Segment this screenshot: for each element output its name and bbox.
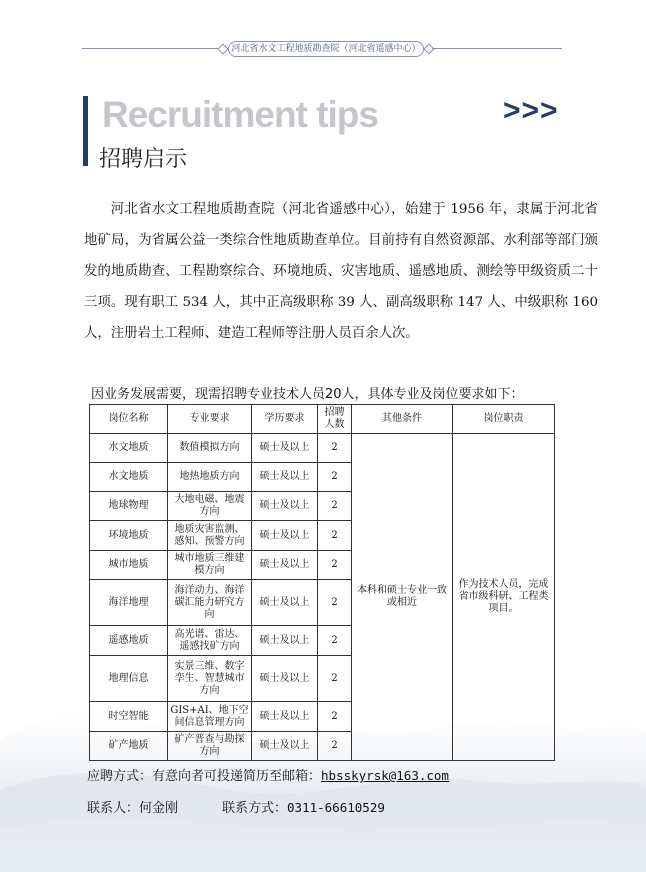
contact-info bbox=[87, 797, 385, 816]
cell-duty: 作为技术人员，完成省市级科研、工程类项目。 bbox=[453, 434, 555, 761]
cell-education: 硕士及以上 bbox=[252, 434, 318, 463]
header-diamond-right bbox=[423, 43, 434, 54]
cell-education: 硕士及以上 bbox=[252, 702, 318, 732]
header-education: 学历要求 bbox=[252, 405, 318, 434]
cell-other-conditions: 本科和硕士专业一致或相近 bbox=[352, 434, 453, 761]
cell-count: 2 bbox=[318, 463, 352, 492]
intro-paragraph: 河北省水文工程地质勘查院（河北省遥感中心），始建于 1956 年，隶属于河北省地矿局，为省属公益一类综合性地质勘查单位。目前持有自然资源部、水利部等部门颁发的地质勘查、工程勘察综合、环境地质、灾害地质、遥感地质、测绘等甲级资质二十三项。现有职工 534 人，其中正高级职称 39 人、副高级职称 147 人、中级职称 160 人，注册岩土工程师、建造工程师等注册人员百余人次。 bbox=[84, 202, 598, 341]
header-rule-left bbox=[82, 48, 222, 49]
cell-major: 地质灾害监测、感知、预警方向 bbox=[168, 521, 252, 551]
cell-education: 硕士及以上 bbox=[252, 492, 318, 521]
cell-post: 水文地质 bbox=[90, 463, 168, 492]
cell-education: 硕士及以上 bbox=[252, 463, 318, 492]
cell-major: 实景三维、数字孪生、智慧城市方向 bbox=[168, 656, 252, 702]
cell-post: 地理信息 bbox=[90, 656, 168, 702]
cell-count: 2 bbox=[318, 702, 352, 732]
cell-education: 硕士及以上 bbox=[252, 732, 318, 761]
cell-education: 硕士及以上 bbox=[252, 551, 318, 580]
header-rule-right bbox=[432, 48, 562, 49]
application-method bbox=[87, 765, 449, 784]
contact-person: 联系人：何金刚 bbox=[87, 801, 179, 816]
header-duty: 岗位职责 bbox=[453, 405, 555, 434]
cell-post: 遥感地质 bbox=[90, 626, 168, 656]
header-banner bbox=[82, 40, 562, 58]
cell-education: 硕士及以上 bbox=[252, 580, 318, 626]
cell-count: 2 bbox=[318, 656, 352, 702]
header-other: 其他条件 bbox=[352, 405, 453, 434]
positions-table bbox=[89, 404, 555, 761]
english-title: Recruitment tips bbox=[102, 94, 378, 135]
header-major: 专业要求 bbox=[168, 405, 252, 434]
cell-post: 城市地质 bbox=[90, 551, 168, 580]
cell-count: 2 bbox=[318, 580, 352, 626]
chinese-title: 招聘启示 bbox=[99, 147, 188, 172]
phone-label: 联系方式： bbox=[222, 801, 288, 816]
cell-education: 硕士及以上 bbox=[252, 521, 318, 551]
header-post: 岗位名称 bbox=[90, 405, 168, 434]
cell-education: 硕士及以上 bbox=[252, 626, 318, 656]
cell-major: 高光谱、雷达、遥感找矿方向 bbox=[168, 626, 252, 656]
cell-post: 矿产地质 bbox=[90, 732, 168, 761]
title-arrows: >>> bbox=[503, 94, 559, 127]
cell-count: 2 bbox=[318, 626, 352, 656]
cell-post: 时空智能 bbox=[90, 702, 168, 732]
phone-number: 0311-66610529 bbox=[287, 800, 385, 815]
cell-post: 水文地质 bbox=[90, 434, 168, 463]
cell-post: 环境地质 bbox=[90, 521, 168, 551]
header-diamond-left bbox=[217, 43, 228, 54]
cell-major: GIS+AI、地下空间信息管理方向 bbox=[168, 702, 252, 732]
cell-major: 城市地质三维建模方向 bbox=[168, 551, 252, 580]
cell-count: 2 bbox=[318, 492, 352, 521]
header-count: 招聘人数 bbox=[318, 405, 352, 434]
cell-education: 硕士及以上 bbox=[252, 656, 318, 702]
cell-post: 海洋地理 bbox=[90, 580, 168, 626]
cell-post: 地球物理 bbox=[90, 492, 168, 521]
table-row bbox=[90, 434, 555, 463]
cell-major: 地热地质方向 bbox=[168, 463, 252, 492]
header-org-label: 河北省水文工程地质勘查院（河北省遥感中心） bbox=[228, 41, 424, 57]
recruitment-notice: 因业务发展需要，现需招聘专业技术人员20人，具体专业及岗位要求如下： bbox=[91, 387, 524, 402]
cell-major: 矿产普查与勘探方向 bbox=[168, 732, 252, 761]
cell-major: 海洋动力、海洋碳汇能力研究方向 bbox=[168, 580, 252, 626]
cell-major: 数值模拟方向 bbox=[168, 434, 252, 463]
cell-count: 2 bbox=[318, 521, 352, 551]
cell-count: 2 bbox=[318, 732, 352, 761]
cell-major: 大地电磁、地震方向 bbox=[168, 492, 252, 521]
email-link[interactable]: hbsskyrsk@163.com bbox=[321, 768, 449, 783]
cell-count: 2 bbox=[318, 434, 352, 463]
title-accent-bar bbox=[83, 96, 88, 166]
table-header-row bbox=[90, 405, 555, 434]
cell-count: 2 bbox=[318, 551, 352, 580]
application-method-label: 应聘方式：有意向者可投递简历至邮箱： bbox=[87, 769, 322, 784]
